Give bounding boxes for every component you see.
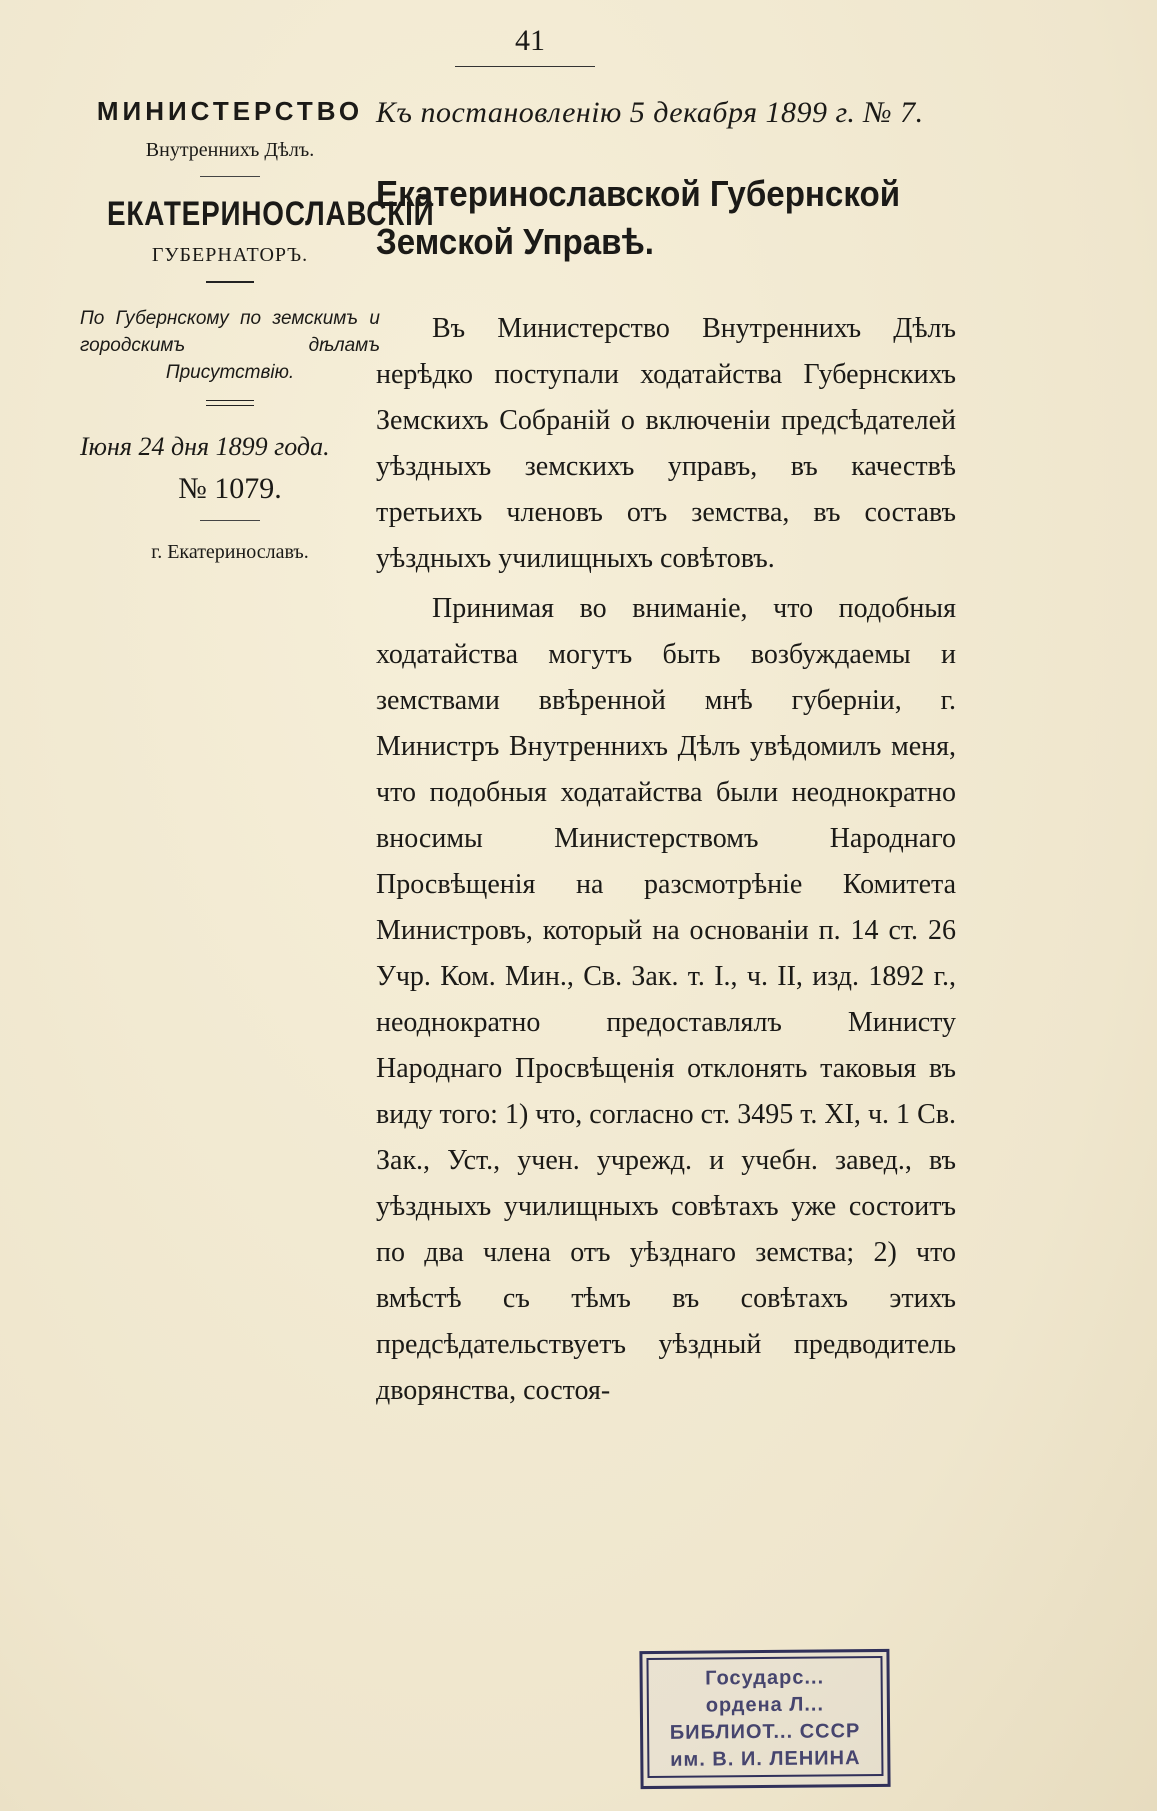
letter-text [376, 306, 956, 1414]
divider [206, 281, 254, 283]
divider [200, 520, 260, 521]
stamp-line: ордена Л... [705, 1693, 825, 1717]
city-name: г. Екатеринославъ. [151, 541, 309, 563]
page-number-rule [455, 66, 595, 67]
stamp-line: БИБЛИОТ... СССР [669, 1720, 861, 1744]
letter-body-column [376, 96, 956, 1418]
stamp-line: им. В. И. ЛЕНИНА [670, 1747, 861, 1771]
governor-subtitle: ГУБЕРНАТОРЪ. [151, 244, 309, 266]
paragraph: Принимая во вниманіе, что подобныя ходатайства могутъ быть возбуждаемы и земствами ввѣренной мнѣ губерніи, г. Министръ Внутреннихъ Дѣлъ увѣдомилъ меня, что подобныя ходатайства были неоднократно вносимы Министерствомъ Народнаго Просвѣщенія на разсмотрѣніе Комитета Министровъ, который на основаніи п. 14 ст. 26 Учр. Ком. Мин., Св. Зак. т. I., ч. II, изд. 1892 г., неоднократно предоставлялъ Министу Народнаго Просвѣщенія отклонять таковыя въ виду того: 1) что, согласно ст. 3495 т. XI, ч. 1 Св. Зак., Уст., учен. учрежд. и учебн. завед., въ уѣздныхъ училищныхъ совѣтахъ уже состоитъ по два члена отъ уѣзднаго земства; 2) что вмѣстѣ съ тѣмъ въ совѣтахъ этихъ предсѣдательствуетъ уѣздный предводитель дворянства, состоя- [376, 593, 956, 1406]
document-number: № 1079. [178, 472, 282, 505]
letterhead-column [80, 96, 435, 564]
ministry-title: МИНИСТЕРСТВО [96, 96, 364, 126]
stamp-frame [646, 1656, 883, 1778]
divider [200, 176, 260, 177]
addressee: Екатеринославской Губернской Земской Управѣ. [376, 173, 901, 262]
paragraph: Въ Министерство Внутреннихъ Дѣлъ нерѣдко поступали ходатайства Губернскихъ Земскихъ Собраній о включеніи предсѣдателей уѣздныхъ земскихъ управъ, въ качествѣ третьихъ членовъ отъ земства, въ составъ уѣздныхъ училищныхъ совѣтовъ. [376, 313, 956, 574]
library-stamp [639, 1649, 890, 1789]
stamp-line: Государс... [705, 1666, 825, 1690]
ministry-subtitle: Внутреннихъ Дѣлъ. [145, 139, 315, 161]
page-number: 41 [515, 24, 545, 57]
double-divider [206, 400, 254, 406]
document-date: Іюня 24 дня 1899 года. [80, 432, 330, 461]
department-name: По Губернскому по земскимъ и городскимъ дѣламъ Присутствію. [80, 308, 380, 383]
resolution-reference: Къ постановленію 5 декабря 1899 г. № 7. [376, 96, 924, 129]
governor-title: ЕКАТЕРИНОСЛАВСКІЙ [107, 195, 435, 233]
